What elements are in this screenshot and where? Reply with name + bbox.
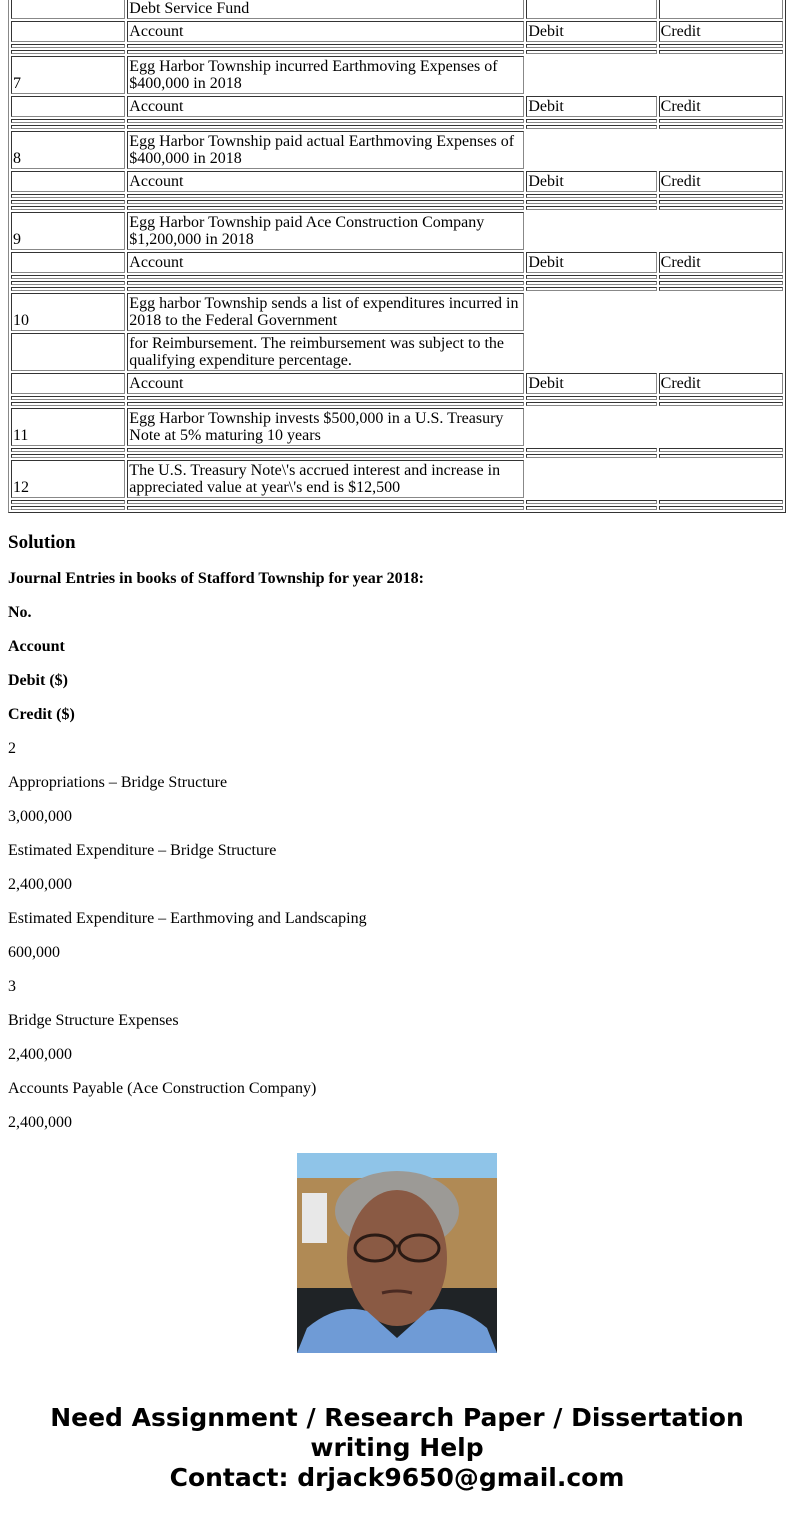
credit-header: Credit <box>659 21 783 42</box>
table-spacer-row <box>11 194 783 198</box>
table-header-row <box>11 21 783 42</box>
empty-cell <box>127 125 524 129</box>
debit-header: Debit <box>526 373 656 394</box>
empty-cell <box>11 402 125 406</box>
question-number: 12 <box>11 460 125 498</box>
empty-cell <box>127 402 524 406</box>
solution-entry: Estimated Expenditure – Earthmoving and Landscaping <box>8 910 367 927</box>
solution-entry: 2,400,000 <box>8 876 72 893</box>
empty-cell <box>526 131 783 169</box>
question-number <box>11 0 125 19</box>
author-photo <box>297 1153 497 1353</box>
question-row <box>11 408 783 446</box>
empty-cell <box>11 50 125 54</box>
empty-cell <box>526 293 783 331</box>
question-text: Debt Service Fund <box>127 0 524 19</box>
question-row <box>11 56 783 94</box>
table-spacer-row <box>11 119 783 123</box>
empty-cell <box>659 200 783 204</box>
table-spacer-row <box>11 402 783 406</box>
empty-cell <box>659 194 783 198</box>
empty-cell <box>526 287 656 291</box>
question-row <box>11 333 783 371</box>
empty-cell <box>11 396 125 400</box>
account-header: Account <box>127 21 524 42</box>
footer-email[interactable]: Contact: drjack9650@gmail.com <box>169 1463 625 1492</box>
empty-cell <box>526 333 783 371</box>
empty-cell <box>11 500 125 504</box>
solution-column-header: Debit ($) <box>8 672 68 689</box>
account-header: Account <box>127 252 524 273</box>
empty-cell <box>659 206 783 210</box>
question-text: Egg harbor Township sends a list of expenditures incurred in 2018 to the Federal Government <box>127 293 524 331</box>
empty-cell <box>659 44 783 48</box>
empty-cell <box>526 402 656 406</box>
account-header: Account <box>127 96 524 117</box>
empty-cell <box>526 454 656 458</box>
empty-cell <box>127 506 524 510</box>
empty-cell <box>11 200 125 204</box>
empty-cell <box>11 171 125 192</box>
debit-header: Debit <box>526 171 656 192</box>
empty-cell <box>526 194 656 198</box>
question-row <box>11 0 783 19</box>
question-row <box>11 131 783 169</box>
empty-cell <box>127 275 524 279</box>
empty-cell <box>526 44 656 48</box>
empty-cell <box>526 408 783 446</box>
empty-cell <box>659 50 783 54</box>
empty-cell <box>526 460 783 498</box>
table-spacer-row <box>11 287 783 291</box>
empty-cell <box>11 252 125 273</box>
question-text: Egg Harbor Township paid actual Earthmoving Expenses of $400,000 in 2018 <box>127 131 524 169</box>
table-header-row <box>11 171 783 192</box>
empty-cell <box>526 0 656 19</box>
table-spacer-row <box>11 200 783 204</box>
question-row <box>11 212 783 250</box>
table-spacer-row <box>11 125 783 129</box>
question-text: The U.S. Treasury Note\'s accrued interest and increase in appreciated value at year\'s end is $12,500 <box>127 460 524 498</box>
empty-cell <box>11 287 125 291</box>
empty-cell <box>526 200 656 204</box>
footer-contact <box>0 1403 794 1493</box>
table-spacer-row <box>11 454 783 458</box>
empty-cell <box>127 44 524 48</box>
solution-column-header: No. <box>8 604 32 621</box>
credit-header: Credit <box>659 252 783 273</box>
solution-entry: Appropriations – Bridge Structure <box>8 774 228 791</box>
empty-cell <box>127 396 524 400</box>
empty-cell <box>127 119 524 123</box>
debit-header: Debit <box>526 252 656 273</box>
empty-cell <box>659 287 783 291</box>
solution-entry: 2 <box>8 740 16 757</box>
table-spacer-row <box>11 500 783 504</box>
empty-cell <box>659 454 783 458</box>
empty-cell <box>127 287 524 291</box>
empty-cell <box>659 0 783 19</box>
account-header: Account <box>127 171 524 192</box>
empty-cell <box>127 500 524 504</box>
table-spacer-row <box>11 396 783 400</box>
debit-header: Debit <box>526 96 656 117</box>
table-header-row <box>11 252 783 273</box>
empty-cell <box>659 506 783 510</box>
table-spacer-row <box>11 44 783 48</box>
solution-entry: Accounts Payable (Ace Construction Company) <box>8 1080 317 1097</box>
table-header-row <box>11 373 783 394</box>
empty-cell <box>11 125 125 129</box>
question-row <box>11 460 783 498</box>
question-number: 9 <box>11 212 125 250</box>
question-number: 8 <box>11 131 125 169</box>
empty-cell <box>526 212 783 250</box>
table-spacer-row <box>11 275 783 279</box>
empty-cell <box>127 50 524 54</box>
credit-header: Credit <box>659 96 783 117</box>
solution-entry: 600,000 <box>8 944 60 961</box>
empty-cell <box>526 119 656 123</box>
footer-help-text: Need Assignment / Research Paper / Dissertation writing Help <box>50 1403 744 1462</box>
empty-cell <box>526 275 656 279</box>
question-text: for Reimbursement. The reimbursement was subject to the qualifying expenditure percentage. <box>127 333 524 371</box>
empty-cell <box>659 396 783 400</box>
account-header: Account <box>127 373 524 394</box>
empty-cell <box>659 119 783 123</box>
question-text: Egg Harbor Township incurred Earthmoving Expenses of $400,000 in 2018 <box>127 56 524 94</box>
empty-cell <box>11 21 125 42</box>
empty-cell <box>526 506 656 510</box>
empty-cell <box>11 206 125 210</box>
empty-cell <box>11 454 125 458</box>
table-spacer-row <box>11 206 783 210</box>
solution-heading: Solution <box>8 532 76 553</box>
empty-cell <box>11 448 125 452</box>
question-row <box>11 293 783 331</box>
table-spacer-row <box>11 50 783 54</box>
solution-section <box>8 532 786 1132</box>
solution-entry: Estimated Expenditure – Bridge Structure <box>8 842 277 859</box>
empty-cell <box>11 275 125 279</box>
empty-cell <box>526 56 783 94</box>
question-number: 10 <box>11 293 125 331</box>
solution-entry: 2,400,000 <box>8 1114 72 1131</box>
empty-cell <box>659 402 783 406</box>
solution-column-header: Account <box>8 638 65 655</box>
empty-cell <box>11 506 125 510</box>
journal-question-table <box>8 0 786 513</box>
empty-cell <box>11 373 125 394</box>
question-number: 7 <box>11 56 125 94</box>
empty-cell <box>11 44 125 48</box>
solution-entry: 3,000,000 <box>8 808 72 825</box>
empty-cell <box>127 448 524 452</box>
solution-entry: Bridge Structure Expenses <box>8 1012 179 1029</box>
empty-cell <box>659 448 783 452</box>
empty-cell <box>659 275 783 279</box>
empty-cell <box>127 194 524 198</box>
empty-cell <box>526 50 656 54</box>
credit-header: Credit <box>659 171 783 192</box>
empty-cell <box>11 281 125 285</box>
question-number <box>11 333 125 371</box>
empty-cell <box>526 281 656 285</box>
question-number: 11 <box>11 408 125 446</box>
solution-subtitle: Journal Entries in books of Stafford Township for year 2018: <box>8 570 424 587</box>
table-spacer-row <box>11 448 783 452</box>
empty-cell <box>526 125 656 129</box>
solution-column-header: Credit ($) <box>8 706 75 723</box>
empty-cell <box>127 454 524 458</box>
table-header-row <box>11 96 783 117</box>
empty-cell <box>127 281 524 285</box>
empty-cell <box>526 500 656 504</box>
question-text: Egg Harbor Township invests $500,000 in a U.S. Treasury Note at 5% maturing 10 years <box>127 408 524 446</box>
empty-cell <box>127 206 524 210</box>
credit-header: Credit <box>659 373 783 394</box>
question-text: Egg Harbor Township paid Ace Construction Company $1,200,000 in 2018 <box>127 212 524 250</box>
empty-cell <box>526 206 656 210</box>
debit-header: Debit <box>526 21 656 42</box>
solution-entry: 2,400,000 <box>8 1046 72 1063</box>
empty-cell <box>526 396 656 400</box>
solution-entry: 3 <box>8 978 16 995</box>
empty-cell <box>659 281 783 285</box>
table-spacer-row <box>11 281 783 285</box>
empty-cell <box>659 500 783 504</box>
empty-cell <box>127 200 524 204</box>
empty-cell <box>11 119 125 123</box>
empty-cell <box>11 96 125 117</box>
empty-cell <box>526 448 656 452</box>
empty-cell <box>659 125 783 129</box>
empty-cell <box>11 194 125 198</box>
table-spacer-row <box>11 506 783 510</box>
